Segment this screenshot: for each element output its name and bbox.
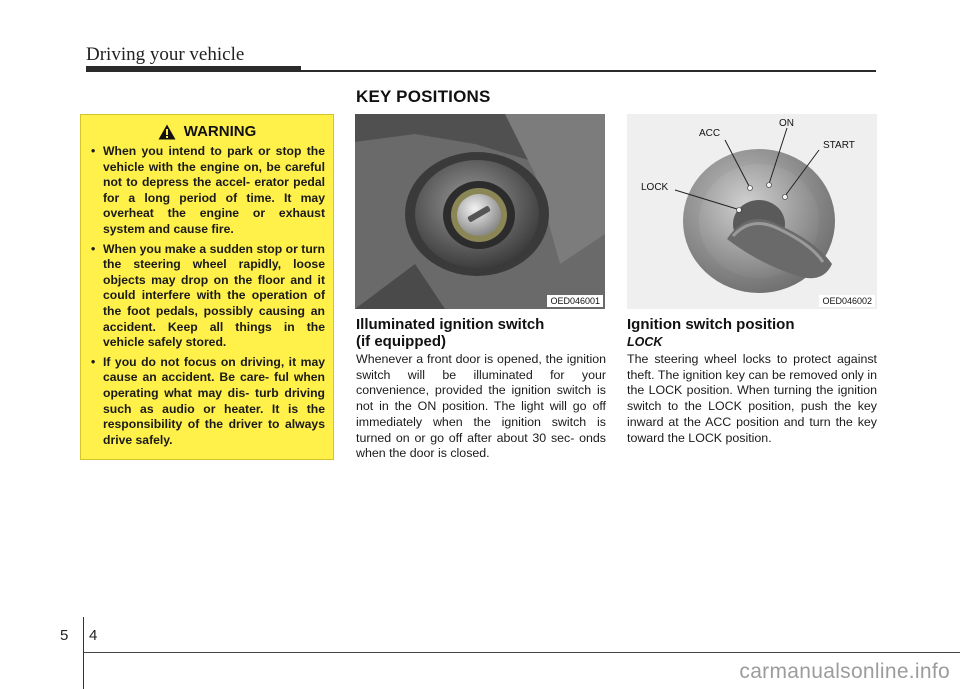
section-number: 5 [60,627,69,644]
illuminated-ignition-photo [355,114,605,309]
col2-subheading: LOCK [627,335,663,349]
warning-item: • If you do not focus on driving, it may cause an accident. Be care- ful when operating what may dis- turb driving such as audio or heater. It is the responsibility of the driver to always drive safely. [89,355,325,449]
footer-horizontal-rule [84,652,960,653]
chapter-title: Driving your vehicle [86,44,245,65]
label-start: START [823,140,855,151]
label-lock: LOCK [641,182,669,193]
page-number: 4 [89,627,98,644]
warning-list [89,144,325,448]
figure-code: OED046001 [547,295,603,307]
watermark: carmanualsonline.info [739,660,950,683]
header-rule-thick [86,66,301,72]
section-title: KEY POSITIONS [356,87,491,106]
warning-item: • When you intend to park or stop the vehicle with the engine on, be careful not to depress the accel- erator pedal for a long period of time. It may overheat the engine or exhaust system and cause fire. [89,144,325,238]
label-acc: ACC [699,128,721,139]
ignition-positions-diagram [627,114,877,309]
col1-heading-line2: (if equipped) [356,333,446,350]
col1-heading-line1: Illuminated ignition switch [356,316,545,333]
footer-vertical-rule [83,617,84,689]
label-on: ON [779,118,794,129]
ignition-switch-illustration [355,114,605,309]
warning-header [89,123,325,140]
figure-code: OED046002 [819,295,875,307]
warning-box [80,114,334,460]
col1-heading [356,316,606,350]
warning-item: • When you make a sudden stop or turn the steering wheel rapidly, loose objects may drop on the floor and it could interfere with the operation of the foot pedals, possibly causing an accident. Keep all things in the vehicle safely stored. [89,242,325,351]
warning-triangle-icon [158,124,176,140]
col2-body: The steering wheel locks to protect against theft. The ignition key can be removed only in the LOCK position. When turning the ignition switch to the LOCK position, push the key inward at the ACC position and turn the key toward the LOCK position. [627,352,877,445]
ignition-positions-illustration [627,114,877,309]
warning-title: WARNING [183,123,257,140]
col2-heading: Ignition switch position [627,316,795,333]
col1-body: Whenever a front door is opened, the ignition switch will be illuminated for your convenience, provided the ignition switch is not in the ON position. The light will go off immediately when the ignition switch is turned on or go off after about 30 sec- onds when the door is closed. [356,352,606,461]
header-rule-thin [301,70,876,72]
